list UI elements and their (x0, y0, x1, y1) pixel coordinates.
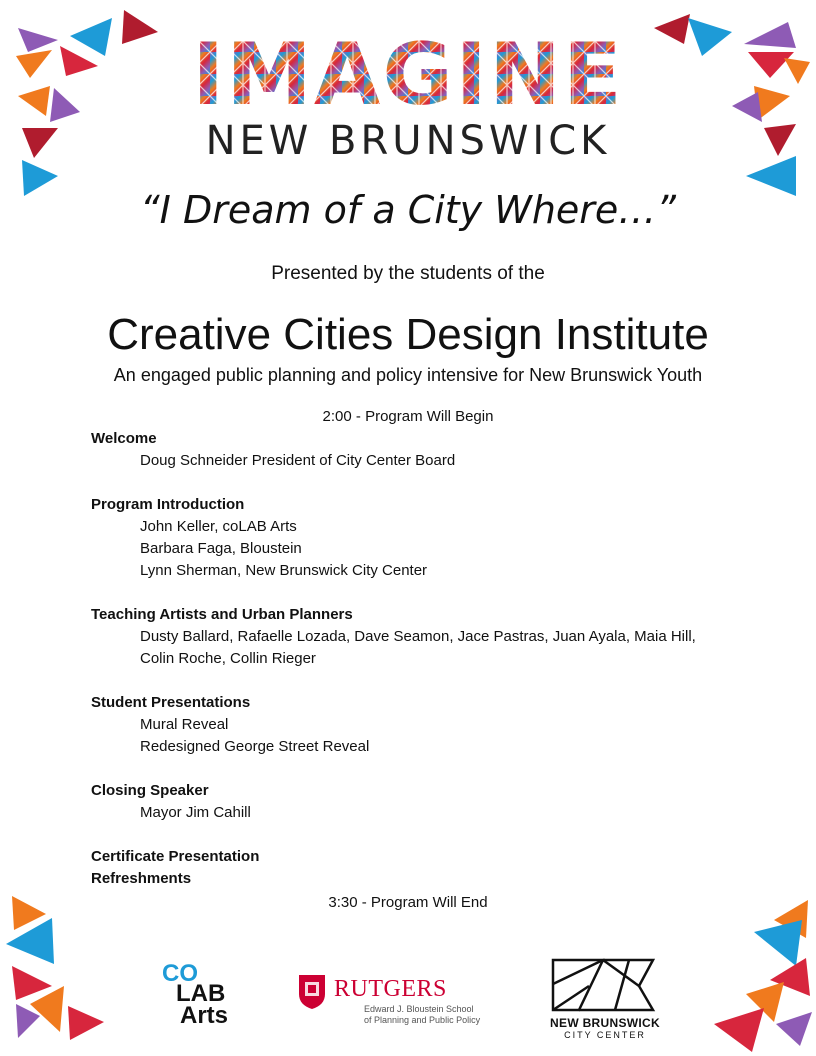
agenda-section (91, 494, 771, 582)
rutgers-school-line-2: of Planning and Public Policy (364, 1015, 481, 1025)
end-time: 3:30 - Program Will End (328, 894, 488, 911)
agenda-section (91, 428, 771, 472)
agenda-section (91, 604, 771, 670)
imagine-logo (188, 30, 628, 110)
section-item: Mural Reveal (140, 716, 229, 733)
section-item: Mayor Jim Cahill (140, 804, 251, 821)
section-item: Redesigned George Street Reveal (140, 738, 370, 755)
colab-line-2: LAB (176, 980, 226, 1007)
rutgers-shield-icon (298, 974, 326, 1010)
corner-triangles-bottom-right (676, 886, 816, 1056)
section-title: Student Presentations (91, 694, 251, 711)
section-title: Closing Speaker (91, 782, 209, 799)
agenda-section (91, 780, 771, 824)
agenda-section (91, 846, 771, 868)
start-time: 2:00 - Program Will Begin (322, 408, 494, 425)
presented-by: Presented by the students of the (271, 263, 545, 284)
colab-arts-logo (160, 962, 240, 1032)
colab-line-1: CO (162, 960, 198, 987)
corner-triangles-top-left (0, 0, 170, 210)
nbcc-line-2: CITY CENTER (564, 1030, 646, 1040)
section-item: Dusty Ballard, Rafaelle Lozada, Dave Seamon, Jace Pastras, Juan Ayala, Maia Hill, (140, 628, 696, 645)
new-brunswick-city-center-logo (540, 956, 670, 1046)
section-item: John Keller, coLAB Arts (140, 518, 297, 535)
rutgers-school-line-1: Edward J. Bloustein School (364, 1004, 474, 1014)
agenda-section (91, 868, 771, 890)
section-item: Barbara Faga, Bloustein (140, 540, 302, 557)
section-item: Doug Schneider President of City Center Board (140, 452, 456, 469)
rutgers-logo (298, 972, 488, 1032)
section-item: Colin Roche, Collin Rieger (140, 650, 316, 667)
section-title: Refreshments (91, 870, 192, 887)
tagline: An engaged public planning and policy intensive for New Brunswick Youth (113, 365, 703, 385)
logo-word: IMAGINE (192, 30, 624, 110)
nbcc-mark-icon (549, 956, 661, 1014)
nbcc-line-1: NEW BRUNSWICK (550, 1016, 660, 1030)
corner-triangles-top-right (646, 0, 816, 210)
colab-line-3: Arts (180, 1002, 229, 1029)
program-agenda (91, 428, 771, 890)
logo-subtitle: NEW BRUNSWICK (205, 118, 611, 164)
corner-triangles-bottom-left (0, 886, 140, 1056)
section-item: Lynn Sherman, New Brunswick City Center (140, 562, 428, 579)
section-title: Teaching Artists and Urban Planners (91, 606, 353, 623)
quote-title: “I Dream of a City Where…” (140, 188, 676, 232)
rutgers-name: RUTGERS (334, 976, 447, 1002)
agenda-section (91, 692, 771, 758)
section-title: Welcome (91, 430, 157, 447)
section-title: Program Introduction (91, 496, 245, 513)
institute-title: Creative Cities Design Institute (107, 310, 709, 359)
section-title: Certificate Presentation (91, 848, 260, 865)
